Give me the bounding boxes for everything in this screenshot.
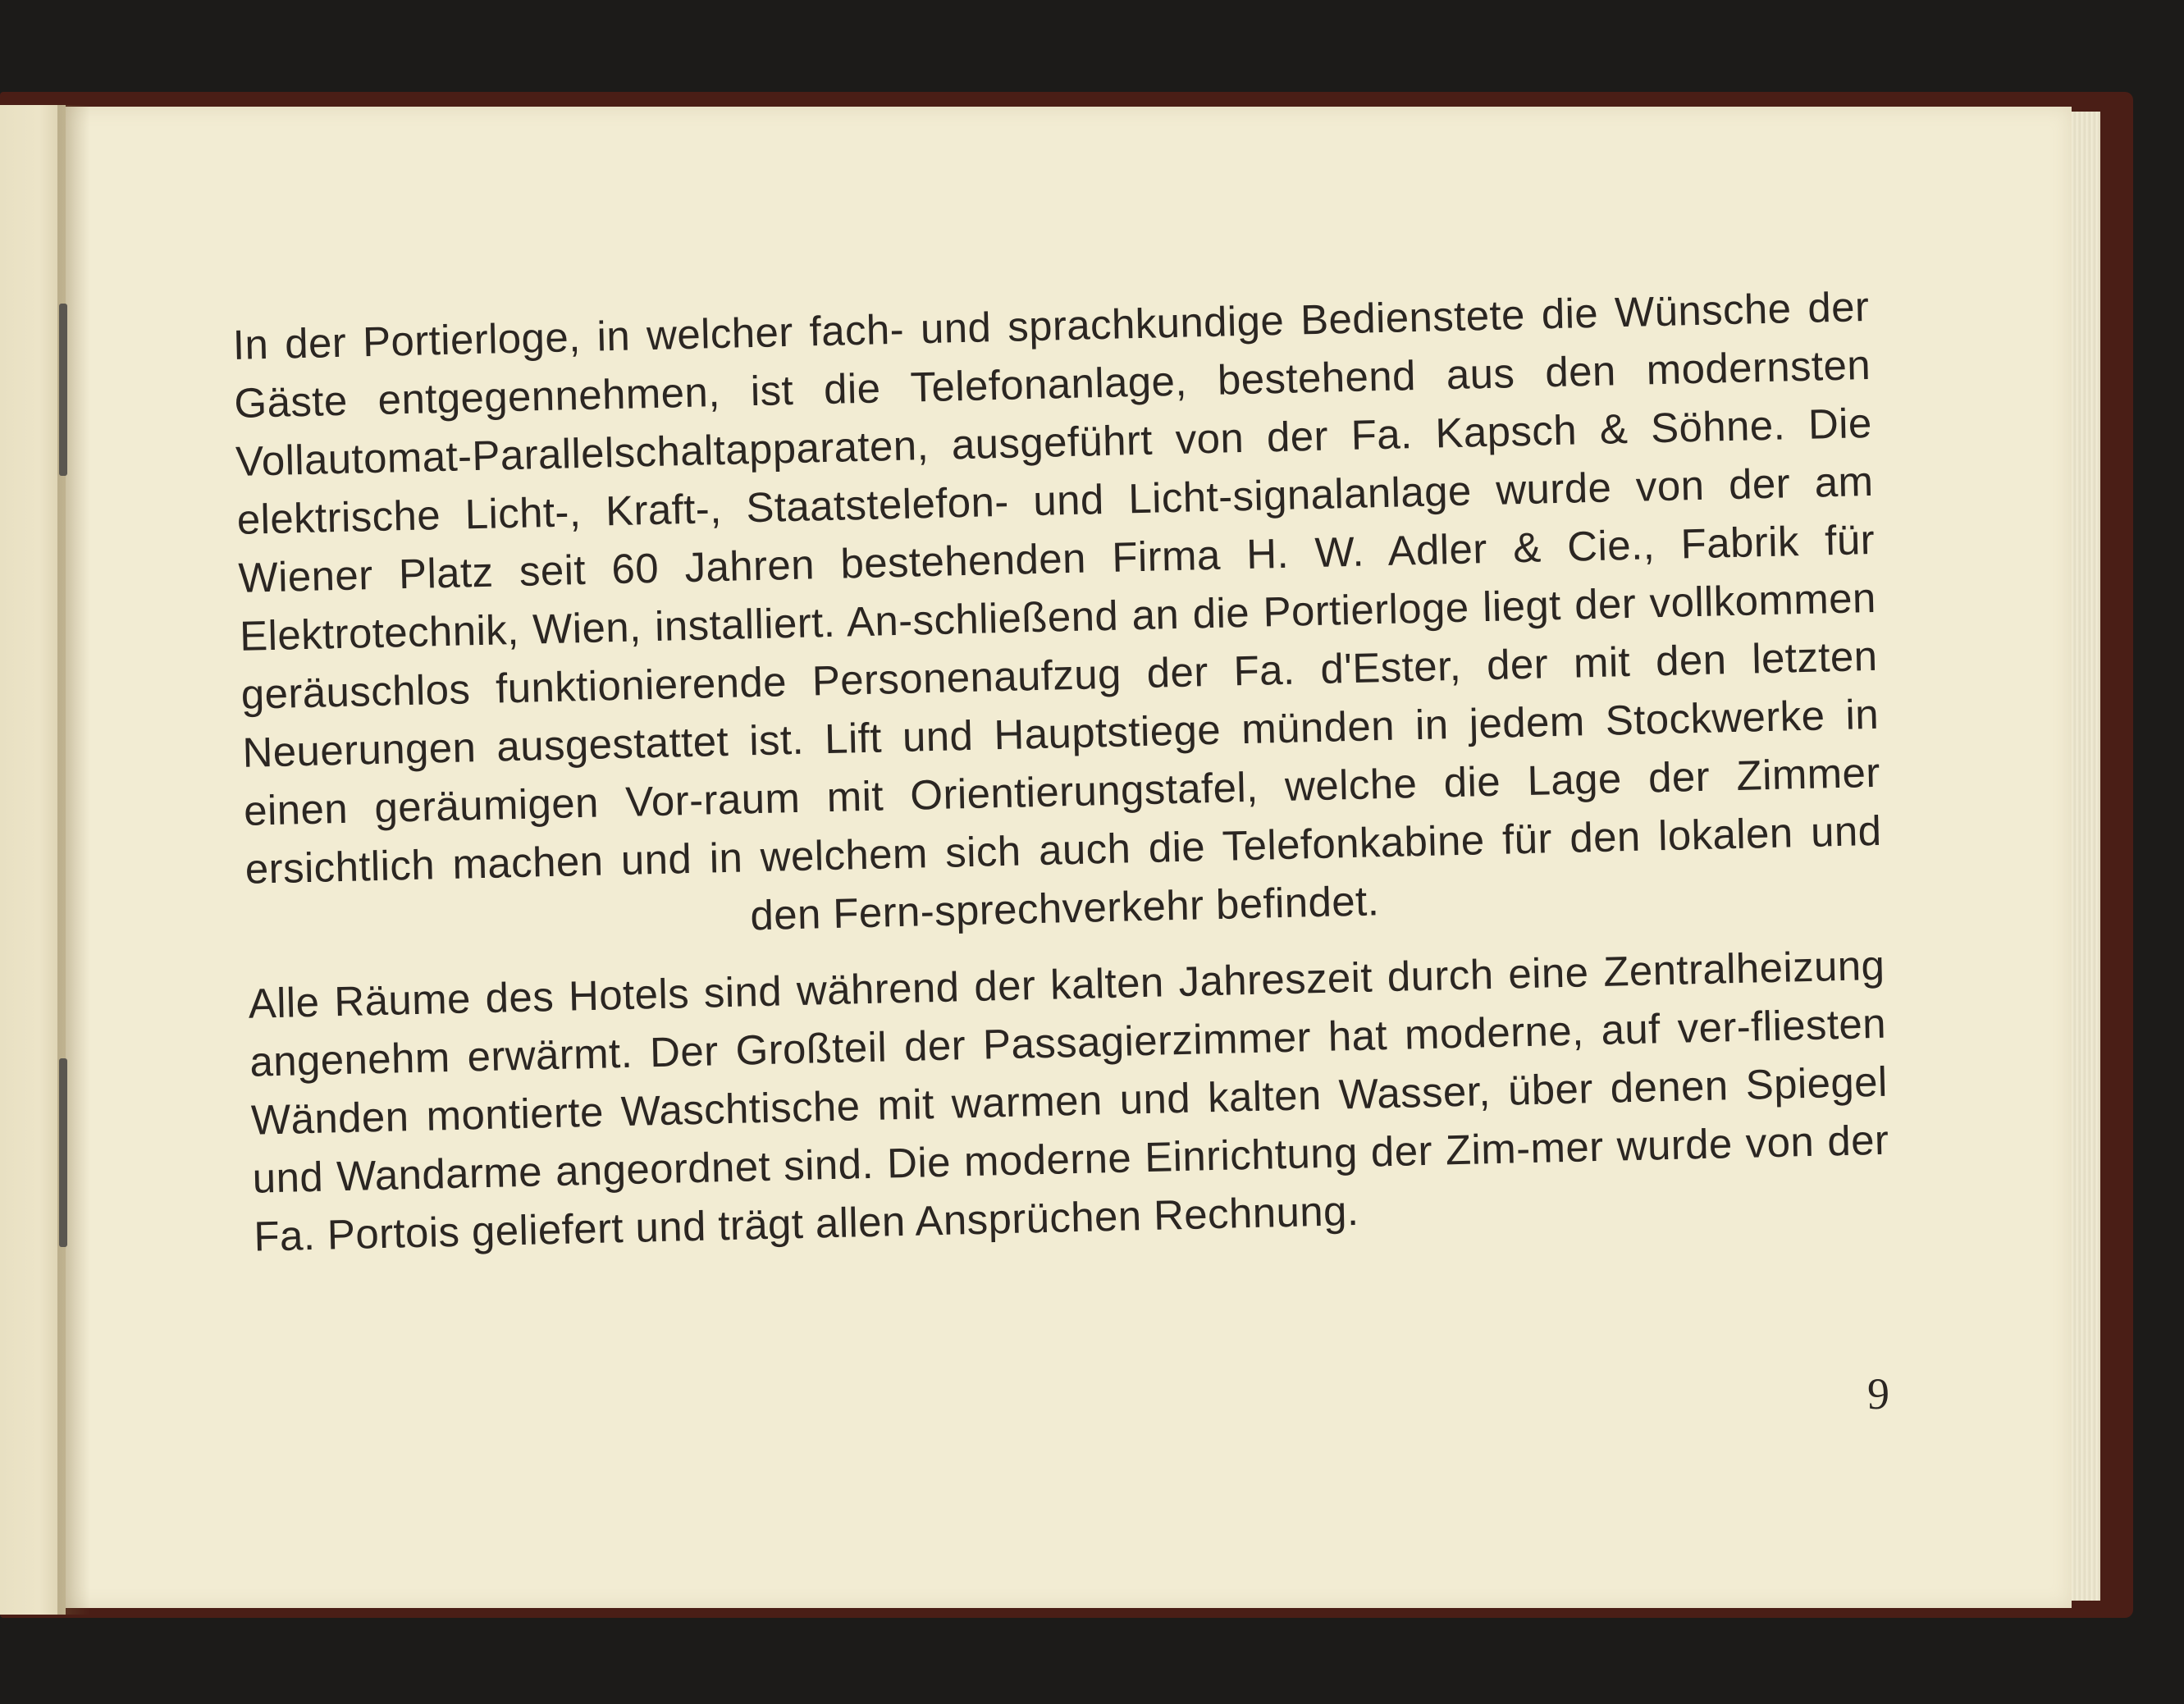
facing-page-edge: [0, 105, 66, 1615]
paragraph-raeume: Alle Räume des Hotels sind während der kalten Jahreszeit durch eine Zentralheizung angenehm erwärmt. Der Großteil der Passagierzimmer hat moderne, auf ver-fliesten Wänden montierte Waschtische mit warmen und kalten Wasser, über denen Spiegel und Wandarme angeordnet sind. Die moderne Einrichtung der Zim-mer wurde von der Fa. Portois geliefert und trägt allen Ansprüchen Rechnung.: [248, 941, 1889, 1260]
binding-staple-bottom: [59, 1058, 67, 1247]
paragraph-portierloge: In der Portierloge, in welcher fach- und sprachkundige Bedienstete die Wünsche der Gäste entgegennehmen, ist die Telefonanlage, bestehend aus den modernsten Vollautomat-Parallelschaltapparaten, ausgeführt von der Fa. Kapsch & Söhne. Die elektrische Licht-, Kraft-, Staatstelefon- und Licht-signalanlage wurde von der am Wiener Platz seit 60 Jahren bestehenden Firma H. W. Adler & Cie., Fabrik für Elektrotechnik, Wien, installiert. An-schließend an die Portierloge liegt der vollkommen geräuschlos funktionierende Personenaufzug der Fa. d'Ester, der mit den letzten Neuerungen ausgestattet ist. Lift und Hauptstiege münden in jedem Stockwerke in einen geräumigen Vor-raum mit Orientierungstafel, welche die Lage der Zimmer ersichtlich machen und in welchem sich auch die Telefonkabine für den lokalen und den Fern-sprechverkehr befindet.: [232, 282, 1883, 939]
binding-staple-top: [59, 304, 67, 476]
page-text: [232, 277, 1891, 1266]
page-number: 9: [1867, 1369, 1889, 1418]
